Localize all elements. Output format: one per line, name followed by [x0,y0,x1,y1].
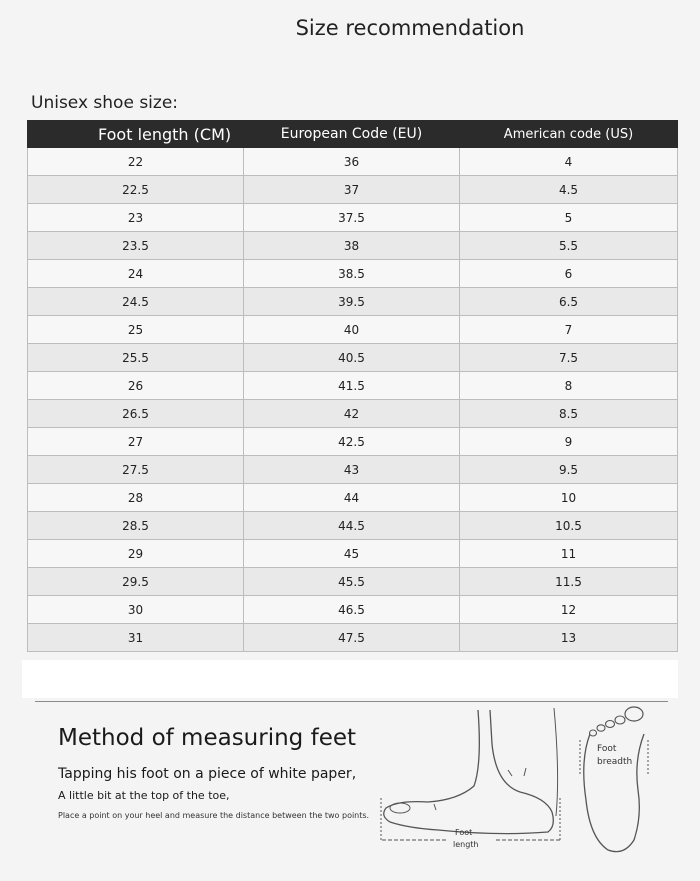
cell-us-size: 6.5 [460,288,678,316]
table-row [28,596,678,624]
cell-us-size: 10 [460,484,678,512]
table-row [28,568,678,596]
foot-length-label: Foot [455,828,473,837]
spacer-band [22,660,678,698]
cell-us-size: 9.5 [460,456,678,484]
cell-us-size: 4.5 [460,176,678,204]
table-row [28,316,678,344]
instruction-line-2: A little bit at the top of the toe, [58,789,230,802]
page-title: Size recommendation [295,16,525,40]
foot-top-outline-icon [572,700,656,860]
cell-us-size: 7.5 [460,344,678,372]
cell-foot-length: 30 [28,596,244,624]
cell-eu-size: 44 [244,484,460,512]
cell-us-size: 8 [460,372,678,400]
cell-eu-size: 42.5 [244,428,460,456]
table-row [28,344,678,372]
cell-us-size: 5 [460,204,678,232]
cell-foot-length: 31 [28,624,244,652]
cell-us-size: 5.5 [460,232,678,260]
table-body [28,148,678,652]
table-row [28,484,678,512]
cell-eu-size: 42 [244,400,460,428]
table-row [28,288,678,316]
cell-eu-size: 45.5 [244,568,460,596]
foot-length-label-2: length [453,840,479,849]
table-row [28,624,678,652]
table-row [28,400,678,428]
table-row [28,372,678,400]
cell-us-size: 7 [460,316,678,344]
cell-us-size: 10.5 [460,512,678,540]
cell-eu-size: 38 [244,232,460,260]
cell-foot-length: 24.5 [28,288,244,316]
table-row [28,148,678,176]
cell-foot-length: 22 [28,148,244,176]
table-row [28,456,678,484]
instruction-line-1: Tapping his foot on a piece of white paper, [58,766,357,782]
foot-breadth-label: Foot [597,744,617,754]
cell-foot-length: 29.5 [28,568,244,596]
cell-eu-size: 44.5 [244,512,460,540]
table-row [28,428,678,456]
cell-eu-size: 47.5 [244,624,460,652]
cell-foot-length: 25.5 [28,344,244,372]
foot-breadth-label-2: breadth [597,757,633,767]
cell-foot-length: 26.5 [28,400,244,428]
cell-foot-length: 22.5 [28,176,244,204]
cell-foot-length: 29 [28,540,244,568]
cell-us-size: 12 [460,596,678,624]
cell-foot-length: 23 [28,204,244,232]
table-row [28,232,678,260]
method-title: Method of measuring feet [58,725,357,751]
cell-us-size: 13 [460,624,678,652]
column-header-us: American code (US) [460,121,678,148]
cell-eu-size: 37.5 [244,204,460,232]
cell-us-size: 11.5 [460,568,678,596]
cell-us-size: 11 [460,540,678,568]
cell-eu-size: 43 [244,456,460,484]
cell-foot-length: 28 [28,484,244,512]
cell-foot-length: 27 [28,428,244,456]
table-row [28,260,678,288]
column-header-eu: European Code (EU) [244,121,460,148]
cell-eu-size: 45 [244,540,460,568]
size-table [27,120,678,652]
cell-us-size: 6 [460,260,678,288]
instruction-line-3: Place a point on your heel and measure the distance between the two points. [58,811,370,820]
cell-eu-size: 36 [244,148,460,176]
cell-eu-size: 37 [244,176,460,204]
cell-eu-size: 46.5 [244,596,460,624]
cell-eu-size: 38.5 [244,260,460,288]
cell-us-size: 9 [460,428,678,456]
cell-foot-length: 23.5 [28,232,244,260]
cell-eu-size: 40 [244,316,460,344]
cell-us-size: 4 [460,148,678,176]
foot-side-outline-icon [378,704,568,854]
column-header-foot-length: Foot length (CM) [28,121,244,148]
cell-eu-size: 40.5 [244,344,460,372]
cell-foot-length: 28.5 [28,512,244,540]
cell-eu-size: 39.5 [244,288,460,316]
table-header-row [28,121,678,148]
table-row [28,204,678,232]
cell-foot-length: 25 [28,316,244,344]
cell-eu-size: 41.5 [244,372,460,400]
table-row [28,512,678,540]
table-row [28,540,678,568]
cell-foot-length: 26 [28,372,244,400]
table-caption: Unisex shoe size: [31,93,179,113]
cell-foot-length: 24 [28,260,244,288]
table-row [28,176,678,204]
cell-foot-length: 27.5 [28,456,244,484]
cell-us-size: 8.5 [460,400,678,428]
